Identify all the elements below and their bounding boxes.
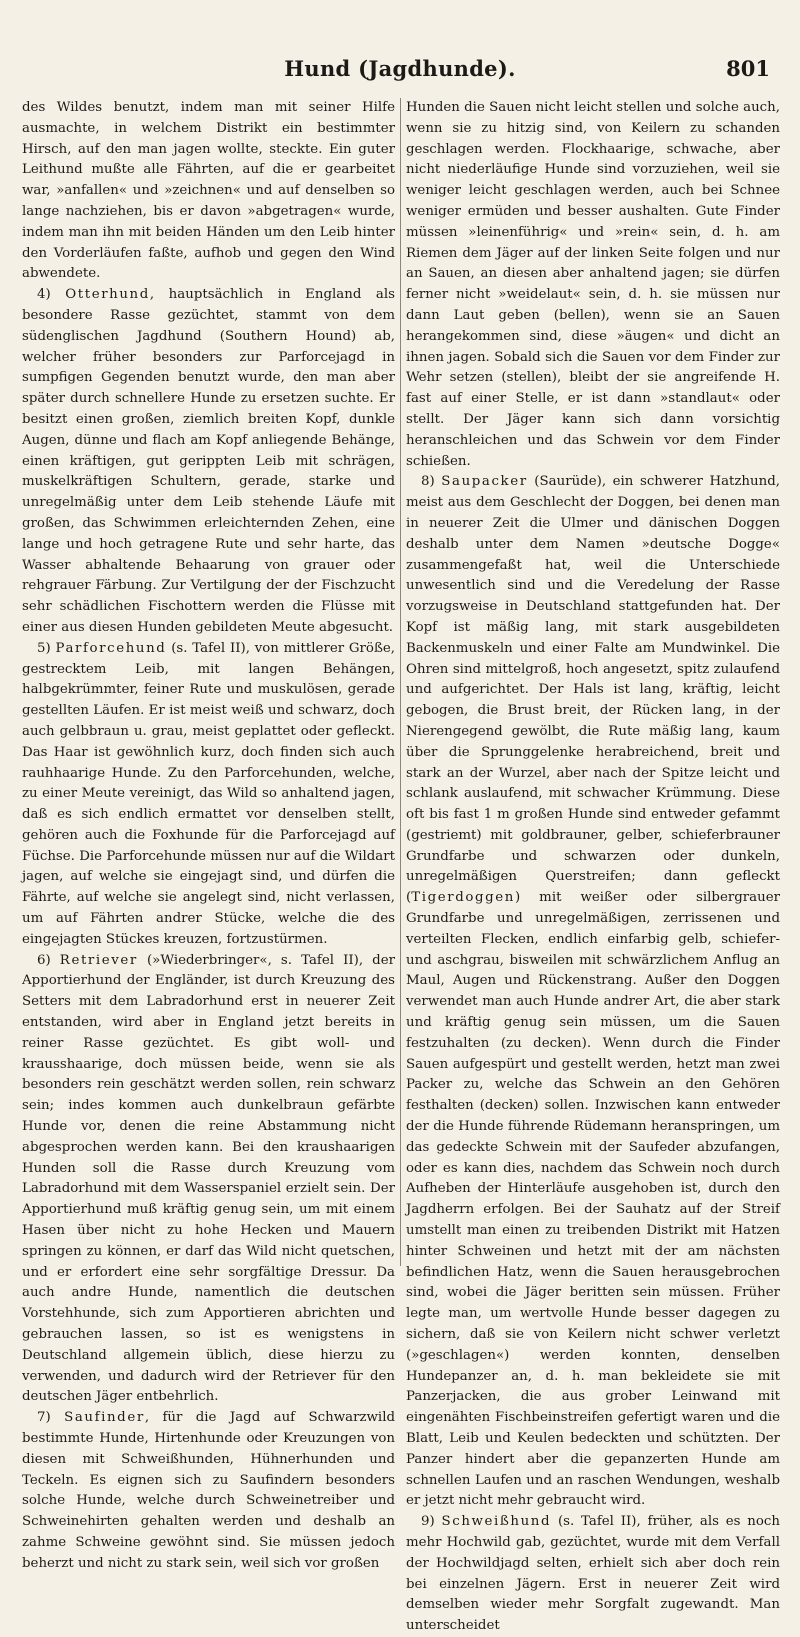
entry-headword: Schweißhund bbox=[441, 1514, 552, 1530]
paragraph-text: (s. Tafel II), von mittlerer Größe, gestrecktem Leib, mit langen Behängen, halbgekrümmter, feiner Rute und muskulösen, gerade gestellten Läufen. Er ist meist weiß und schwarz, doch auch gelbbraun u. grau, meist geplattet oder gefleckt. Das Haar ist gewöhnlich kurz, doch finden sich auch rauhhaarige Hunde. Zu den Parforcehunden, welche, zu einer Meute vereinigt, das Wild so anhaltend jagen, daß es sich endlich ermattet vor denselben stellt, gehören auch die Foxhunde für die Parforcejagd auf Füchse. Die Parforcehunde müssen nur auf die Wildart jagen, auf welche sie eingejagt sind, und dürfen die Fährte, auf welche sie angelegt sind, nicht verlassen, um auf Fährten andrer Stücke, welche die des eingejagten Stückes kreuzen, fortzustürmen. bbox=[22, 640, 395, 947]
entry-headword: Retriever bbox=[59, 952, 138, 968]
paragraph-text: 6) bbox=[37, 952, 60, 968]
paragraph bbox=[22, 98, 395, 285]
paragraph bbox=[406, 98, 780, 472]
paragraph bbox=[406, 472, 780, 1512]
paragraph-text: 4) bbox=[37, 287, 66, 303]
paragraph-text: Hunden die Sauen nicht leicht stellen und solche auch, wenn sie zu hitzig sind, von Keilern zu schanden geschlagen werden. Flockhaarige, schwache, aber nicht niederläufige Hunde sind vorzuziehen, weil sie weniger leicht geschlagen werden, auch bei Schnee weniger ermüden und besser aushalten. Gute Finder müssen »leinenführig« und »rein« sein, d. h. am Riemen dem Jäger auf der linken Seite folgen und nur an Sauen, an diesen aber anhaltend jagen; sie dürfen ferner nicht »weidelaut« sein, d. h. sie müssen nur dann Laut geben (bellen), wenn sie an Sauen herangekommen sind, diese »äugen« und dicht an ihnen jagen. Sobald sich die Sauen vor dem Finder zur Wehr setzen (stellen), bleibt der sie angreifende H. fast auf einer Stelle, er ist dann »standlaut« oder stellt. Der Jäger kann sich dann vorsichtig heranschleichen und das Schwein vor dem Finder schießen. bbox=[406, 100, 780, 469]
paragraph-text: (Saurüde), ein schwerer Hatzhund, meist aus dem Geschlecht der Doggen, bei denen man in neuerer Zeit die Ulmer und dänischen Doggen deshalb unter dem Namen »deutsche Dogge« zusammengefaßt hat, weil die Unterschiede unwesentlich sind und die Veredelung der Rasse vorzugsweise in Deutschland stattgefunden hat. Der Kopf ist mäßig lang, mit stark ausgebildeten Backenmuskeln und einer Falte am Mundwinkel. Die Ohren sind mittelgroß, hoch angesetzt, spitz zulaufend und aufgerichtet. Der Hals ist lang, kräftig, leicht gebogen, die Brust breit, der Rücken lang, in der Nierengegend gewölbt, die Rute mäßig lang, kaum über die Sprunggelenke herabreichend, breit und stark an der Wurzel, aber nach der Spitze leicht und schlank auslaufend, mit schwacher Krümmung. Diese oft bis fast 1 m großen Hunde sind entweder gefammt (gestriemt) mit goldbrauner, gelber, schieferbrauner Grundfarbe und schwarzen oder dunkeln, unregelmäßigen Querstreifen; dann gefleckt ( bbox=[406, 474, 780, 906]
paragraph-text: (s. Tafel II), früher, als es noch mehr Hochwild gab, gezüchtet, wurde mit dem Verfall der Hochwildjagd selten, erhielt sich aber doch rein bei einzelnen Jägern. Erst in neuerer Zeit wird demselben wieder mehr Sorgfalt zugewandt. Man unterscheidet bbox=[406, 1514, 781, 1634]
paragraph bbox=[22, 639, 395, 951]
paragraph-text: (»Wiederbringer«, s. Tafel II), der Apportierhund der Engländer, ist durch Kreuzung des Setters mit dem Labradorhund erst in neuerer Zeit entstanden, wird aber in England jetzt bereits in reiner Rasse gezüchtet. Es gibt woll- und krausshaarige, doch müssen beide, wenn sie als besonders rein geschätzt werden sollen, rein schwarz sein; indes kommen auch dunkelbraun gefärbte Hunde vor, denen die reine Abstammung nicht abgesprochen werden kann. Bei den kraushaarigen Hunden soll die Rasse durch Kreuzung vom Labradorhund mit dem Wasserspaniel erzielt sein. Der Apportierhund muß kräftig genug sein, um mit einem Hasen über nicht zu hohe Hecken und Mauern springen zu können, er darf das Wild nicht quetschen, und er erfordert eine sehr sorgfältige Dressur. Da auch andre Hunde, namentlich die deutschen Vorstehhunde, sich zum Apportieren abrichten und gebrauchen lassen, so ist es wenigstens in Deutschland allgemein üblich, diese hierzu zu verwenden, und dadurch wird der Retriever für den deutschen Jäger entbehrlich. bbox=[22, 952, 395, 1405]
entry-headword: Saupacker bbox=[441, 474, 528, 490]
paragraph-text: des Wildes benutzt, indem man mit seiner Hilfe ausmachte, in welchem Distrikt ein bestimmter Hirsch, auf den man jagen wollte, steckte. Ein guter Leithund mußte alle Fährten, auf die er gearbeitet war, »anfallen« und »zeichnen« und auf denselben so lange nachziehen, bis er davon »abgetragen« wurde, indem man ihn mit beiden Händen um den Leib hinter den Vorderläufen faßte, aufhob und gegen den Wind abwendete. bbox=[22, 100, 395, 282]
page-header bbox=[22, 56, 778, 86]
paragraph-text: 7) bbox=[37, 1410, 65, 1426]
left-column bbox=[22, 98, 395, 1575]
paragraph-text: ) mit weißer oder silbergrauer Grundfarbe und unregelmäßigen, zerrissenen und verteilten Flecken, endlich einfarbig gelb, schiefer- und aschgrau, bisweilen mit schwärzlichem Anflug an Maul, Augen und Rückenstrang. Außer den Doggen verwendet man auch Hunde andrer Art, die aber stark und kräftig genug sein müssen, um die Sauen festzuhalten (zu decken). Wenn durch die Finder Sauen aufgespürt und gestellt werden, hetzt man zwei Packer zu, welche das Schwein an den Gehören festhalten (decken) sollen. Inzwischen kann entweder der die Hunde führende Rüdemann heranspringen, um das gedeckte Schwein mit der Saufeder abzufangen, oder es kann dies, nachdem das Schwein noch durch Aufheben der Hinterläufe ausgehoben ist, durch den Jagdherrn erfolgen. Bei der Sauhatz auf der Streif umstellt man einen zu treibenden Distrikt mit Hatzen hinter Schweinen und hetzt mit der am nächsten befindlichen Hatz, wenn die Sauen herausgebrochen sind, wobei die Jäger beritten sein müssen. Früher legte man, um wertvolle Hunde besser dagegen zu sichern, daß sie von Keilern nicht schwer verletzt (»geschlagen«) werden konnten, denselben Hundepanzer an, d. h. man bekleidete sie mit Panzerjacken, die aus grober Leinwand mit eingenähten Fischbeinstreifen gefertigt waren und die Blatt, Leib und Keulen bedeckten und schützten. Der Panzer hindert aber die gepanzerten Hunde am schnellen Laufen und an raschen Wendungen, weshalb er jetzt nicht mehr gebraucht wird. bbox=[406, 890, 780, 1509]
paragraph bbox=[22, 1408, 395, 1574]
paragraph-text: 9) bbox=[421, 1514, 442, 1530]
entry-headword: Saufinder bbox=[64, 1410, 145, 1426]
entry-headword: Parforcehund bbox=[55, 640, 167, 656]
paragraph bbox=[406, 1512, 780, 1637]
page-title: Hund (Jagdhunde). bbox=[284, 56, 516, 81]
right-column bbox=[406, 98, 780, 1637]
entry-headword: Otterhund bbox=[65, 287, 150, 303]
entry-headword: Tigerdoggen bbox=[411, 890, 515, 906]
paragraph-text: , für die Jagd auf Schwarzwild bestimmte Hunde, Hirtenhunde oder Kreuzungen von diesen mit Schweißhunden, Hühnerhunden und Teckeln. Es eignen sich zu Saufindern besonders solche Hunde, welche durch Schweinetreiber und Schweinehirten gehalten werden und deshalb an zahme Schweine gewöhnt sind. Sie müssen jedoch beherzt und nicht zu stark sein, weil sich vor großen bbox=[22, 1410, 396, 1571]
paragraph bbox=[22, 285, 395, 639]
paragraph-text: 5) bbox=[37, 640, 56, 656]
paragraph-text: , hauptsächlich in England als besondere Rasse gezüchtet, stammt von dem südenglischen Jagdhund (Southern Hound) ab, welcher früher besonders zur Parforcejagd in sumpfigen Gegenden benutzt wurde, den man aber später durch schnellere Hunde zu ersetzen suchte. Er besitzt einen großen, ziemlich breiten Kopf, dunkle Augen, dünne und flach am Kopf anliegende Behänge, einen kräftigen, gut gerippten Leib mit schrägen, muskelkräftigen Schultern, gerade, starke und unregelmäßig unter dem Leib stehende Läufe mit großen, das Schwimmen erleichternden Zehen, eine lange und hoch getragene Rute und sehr harte, das Wasser abhaltende Behaarung von grauer oder rehgrauer Färbung. Zur Vertilgung der der Fischzucht sehr schädlichen Fischottern werden die Flüsse mit einer aus diesen Hunden gebildeten Meute abgesucht. bbox=[22, 287, 395, 635]
paragraph-text: 8) bbox=[421, 474, 442, 490]
paragraph bbox=[22, 951, 395, 1409]
column-divider bbox=[400, 98, 401, 1266]
page-number: 801 bbox=[726, 56, 770, 81]
